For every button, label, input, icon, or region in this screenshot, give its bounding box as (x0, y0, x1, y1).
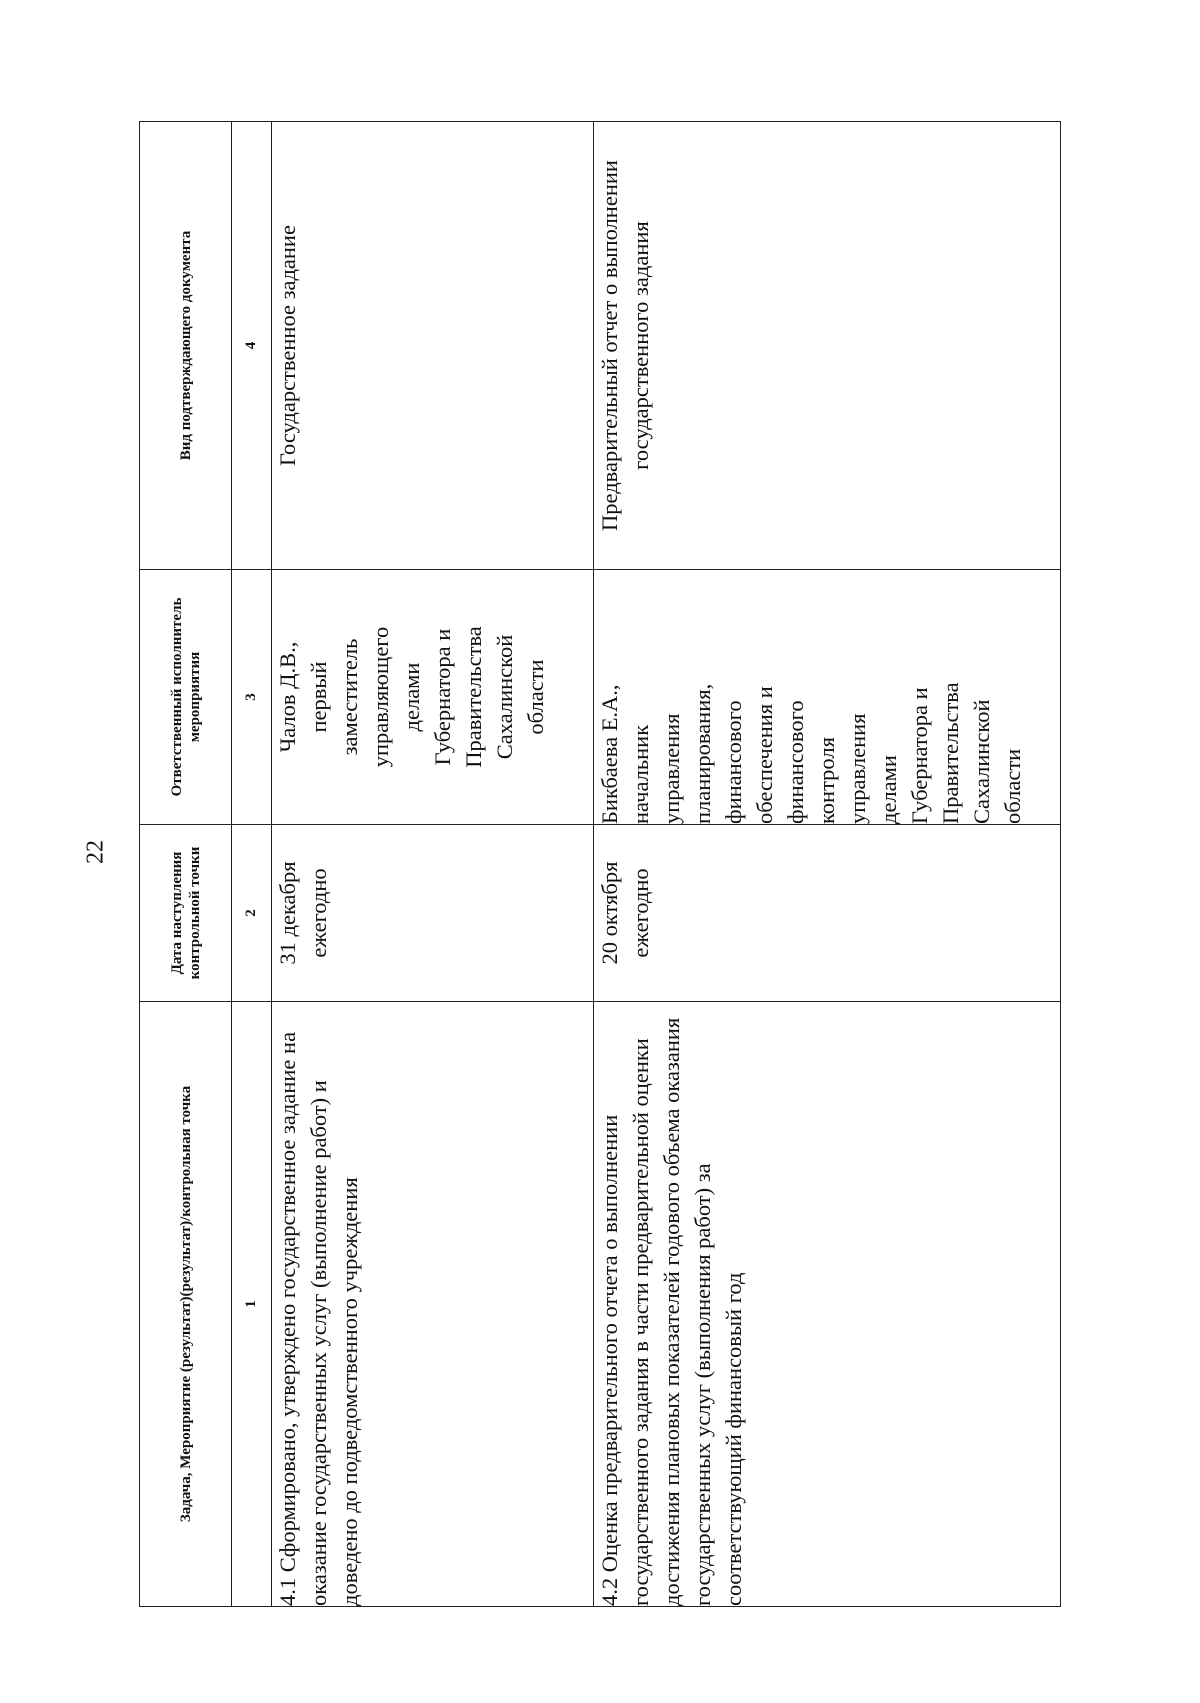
column-number: 1 (232, 1002, 272, 1607)
column-number: 4 (232, 122, 272, 570)
responsible-line: Правительства (938, 682, 963, 824)
column-number: 2 (232, 825, 272, 1002)
header-responsible: Ответственный исполнитель мероприятия (140, 570, 232, 825)
responsible-line: заместитель (337, 638, 362, 756)
date-line: ежегодно (306, 868, 331, 958)
task-cell: 4.2 Оценка предварительного отчета о выполнении государственного задания в части предварительной оценки достижения плановых показателей годового объема оказания государственных услуг (выполнения работ) за соответствующий финансовый год (594, 1002, 1061, 1607)
header-document: Вид подтверждающего документа (140, 122, 232, 570)
responsible-line: области (523, 659, 548, 735)
table-header-row (140, 122, 232, 1607)
responsible-line: планирования, (690, 683, 715, 824)
header-task: Задача, Мероприятие (результат)(результат)/контрольная точка (140, 1002, 232, 1607)
responsible-line: делами (399, 662, 424, 732)
responsible-line: Губернатора и (430, 628, 455, 766)
responsible-line: Губернатора и (907, 687, 932, 824)
responsible-cell (594, 570, 1061, 825)
responsible-line: начальник (628, 724, 653, 824)
plan-table (139, 121, 1061, 1607)
document-cell: Предварительный отчет о выполнении государственного задания (594, 122, 1061, 570)
date-cell (272, 825, 594, 1002)
responsible-line: Сахалинской (492, 634, 517, 760)
header-date: Дата наступления контрольной точки (140, 825, 232, 1002)
column-number-row (232, 122, 272, 1607)
responsible-line: обеспечения и (752, 686, 777, 824)
table-row (272, 122, 594, 1607)
rotated-table-sheet (139, 122, 1060, 1607)
table-row (594, 122, 1061, 1607)
responsible-line: финансового (783, 700, 808, 824)
responsible-line: области (1000, 748, 1025, 824)
date-cell (594, 825, 1061, 1002)
responsible-line: Сахалинской (969, 699, 994, 824)
date-line: 20 октября (597, 861, 622, 965)
responsible-line: Правительства (461, 626, 486, 768)
page-number: 22 (82, 840, 109, 864)
task-cell: 4.1 Сформировано, утверждено государственное задание на оказание государственных услуг (выполнение работ) и доведено до подведомственного учреждения (272, 1002, 594, 1607)
responsible-line: делами (876, 755, 901, 824)
responsible-line: управления (845, 713, 870, 824)
responsible-line: финансового (721, 700, 746, 824)
column-number: 3 (232, 570, 272, 825)
date-line: 31 декабря (275, 861, 300, 965)
responsible-line: Чалов Д.В., (275, 641, 300, 753)
responsible-line: управляющего (368, 626, 393, 768)
responsible-cell (272, 570, 594, 825)
responsible-line: Бикбаева Е.А., (597, 684, 622, 824)
responsible-line: управления (659, 713, 684, 824)
document-cell: Государственное задание (272, 122, 594, 570)
responsible-line: первый (306, 661, 331, 733)
date-line: ежегодно (628, 868, 653, 958)
responsible-line: контроля (814, 737, 839, 824)
